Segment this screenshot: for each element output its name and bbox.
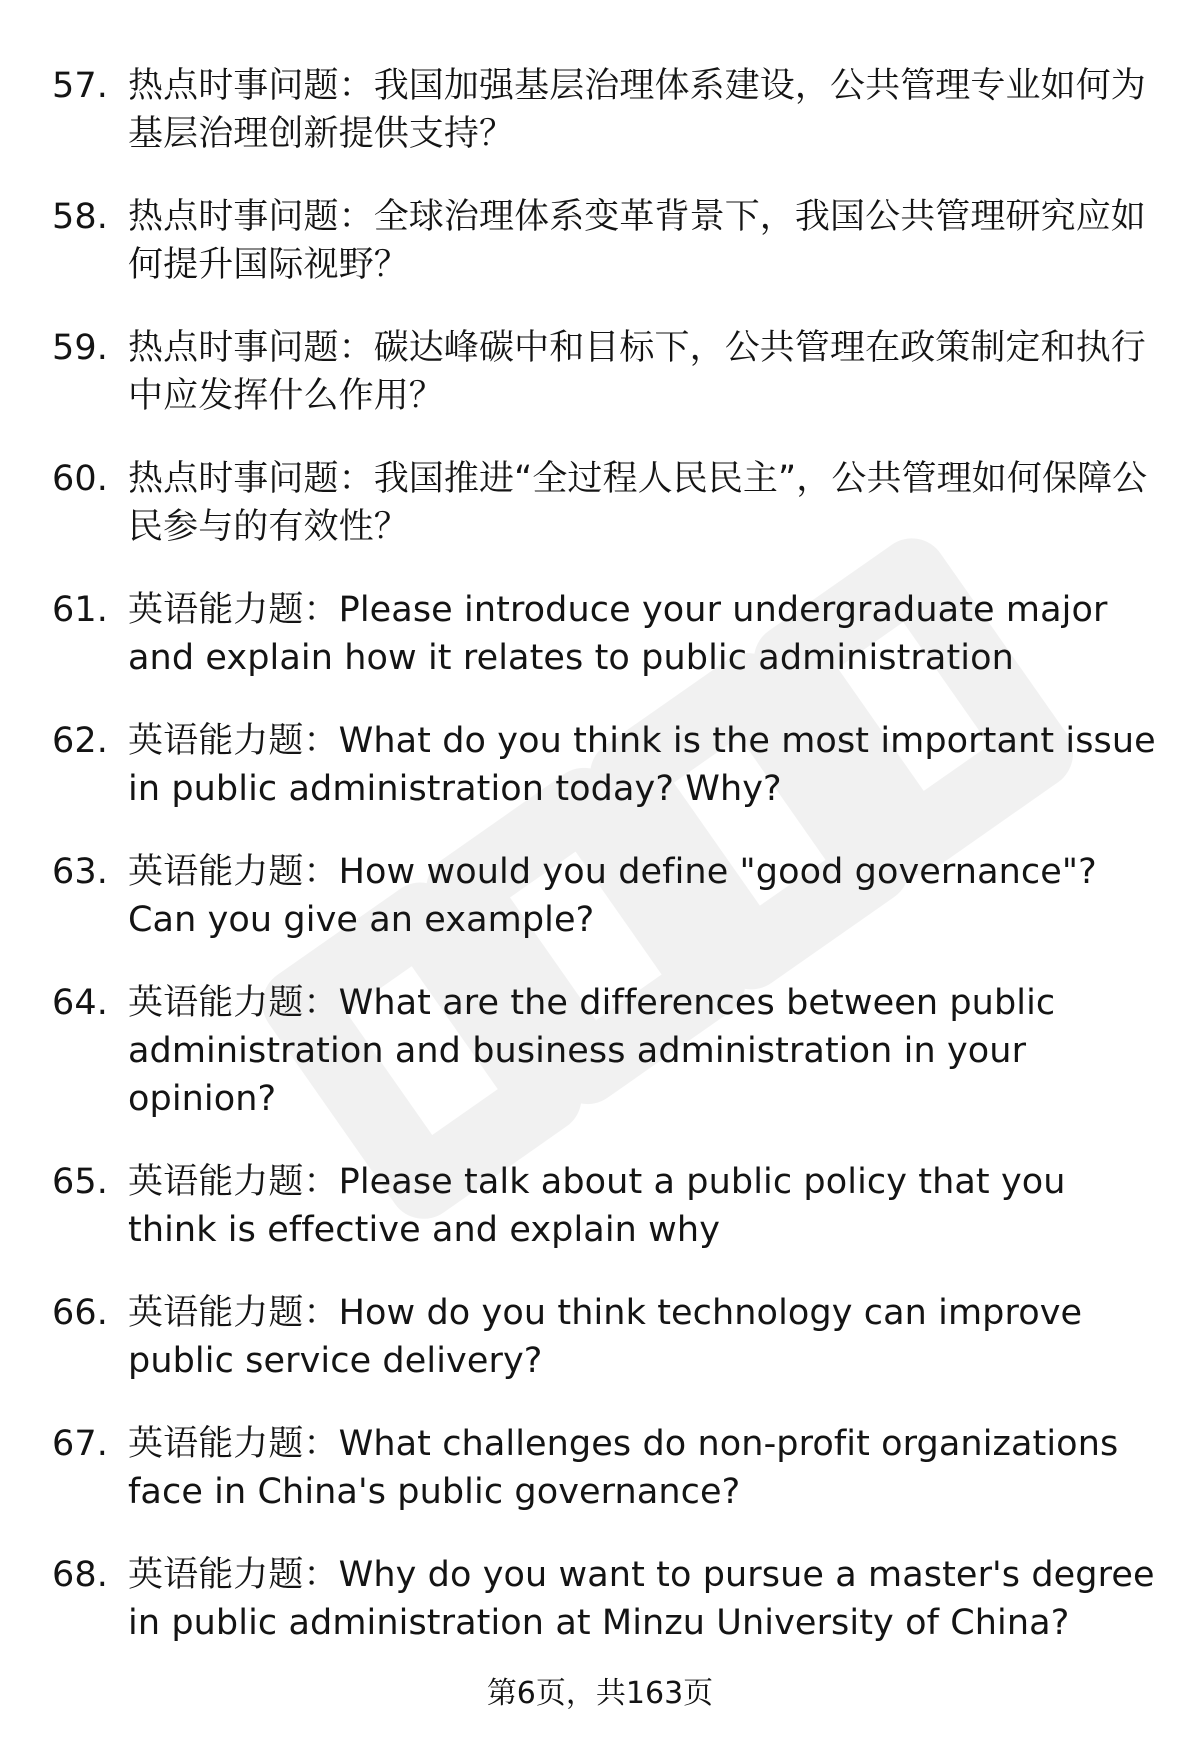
question-text: 全球治理体系变革背景下，我国公共管理研究应如何提升国际视野？ [128, 197, 1146, 285]
question-number: 68. [52, 1555, 108, 1595]
question-number: 60. [52, 459, 108, 499]
question-number: 64. [52, 983, 108, 1023]
question-list [52, 62, 1162, 1682]
question-item [52, 324, 1162, 420]
question-item [52, 848, 1162, 944]
question-category: 英语能力题： [128, 1555, 339, 1595]
question-number: 61. [52, 590, 108, 630]
question-item [52, 1551, 1162, 1647]
question-text: How do you think technology can improve public service delivery? [128, 1293, 1083, 1381]
question-category: 热点时事问题： [128, 197, 374, 237]
question-item [52, 979, 1162, 1123]
question-text: What challenges do non-profit organizations face in China's public governance? [128, 1424, 1119, 1512]
question-item [52, 586, 1162, 682]
page-number-label: 第6页，共163页 [486, 1676, 714, 1711]
question-category: 热点时事问题： [128, 459, 374, 499]
question-text: 我国加强基层治理体系建设，公共管理专业如何为基层治理创新提供支持？ [128, 66, 1146, 154]
question-category: 热点时事问题： [128, 328, 374, 368]
question-category: 英语能力题： [128, 590, 339, 630]
question-number: 66. [52, 1293, 108, 1333]
question-item [52, 717, 1162, 813]
question-category: 热点时事问题： [128, 66, 374, 106]
question-item [52, 1289, 1162, 1385]
question-category: 英语能力题： [128, 983, 339, 1023]
question-text: 碳达峰碳中和目标下，公共管理在政策制定和执行中应发挥什么作用？ [128, 328, 1146, 416]
question-number: 63. [52, 852, 108, 892]
question-item [52, 62, 1162, 158]
question-text: Why do you want to pursue a master's degree in public administration at Minzu University of China? [128, 1555, 1155, 1643]
question-item [52, 1420, 1162, 1516]
question-text: 我国推进“全过程人民民主”，公共管理如何保障公民参与的有效性？ [128, 459, 1148, 547]
page-footer [0, 1674, 1200, 1714]
question-category: 英语能力题： [128, 721, 339, 761]
question-category: 英语能力题： [128, 852, 339, 892]
question-category: 英语能力题： [128, 1293, 339, 1333]
question-number: 65. [52, 1162, 108, 1202]
question-category: 英语能力题： [128, 1424, 339, 1464]
question-text: Please talk about a public policy that you think is effective and explain why [128, 1162, 1066, 1250]
question-item [52, 193, 1162, 289]
question-number: 59. [52, 328, 108, 368]
question-number: 57. [52, 66, 108, 106]
question-item [52, 455, 1162, 551]
question-text: What do you think is the most important issue in public administration today? Why? [128, 721, 1156, 809]
question-number: 62. [52, 721, 108, 761]
question-number: 67. [52, 1424, 108, 1464]
question-item [52, 1158, 1162, 1254]
question-text: What are the differences between public administration and business administration in your opinion? [128, 983, 1056, 1119]
question-text: How would you define "good governance"? Can you give an example? [128, 852, 1097, 940]
question-text: Please introduce your undergraduate major and explain how it relates to public administration [128, 590, 1108, 678]
question-category: 英语能力题： [128, 1162, 339, 1202]
question-number: 58. [52, 197, 108, 237]
